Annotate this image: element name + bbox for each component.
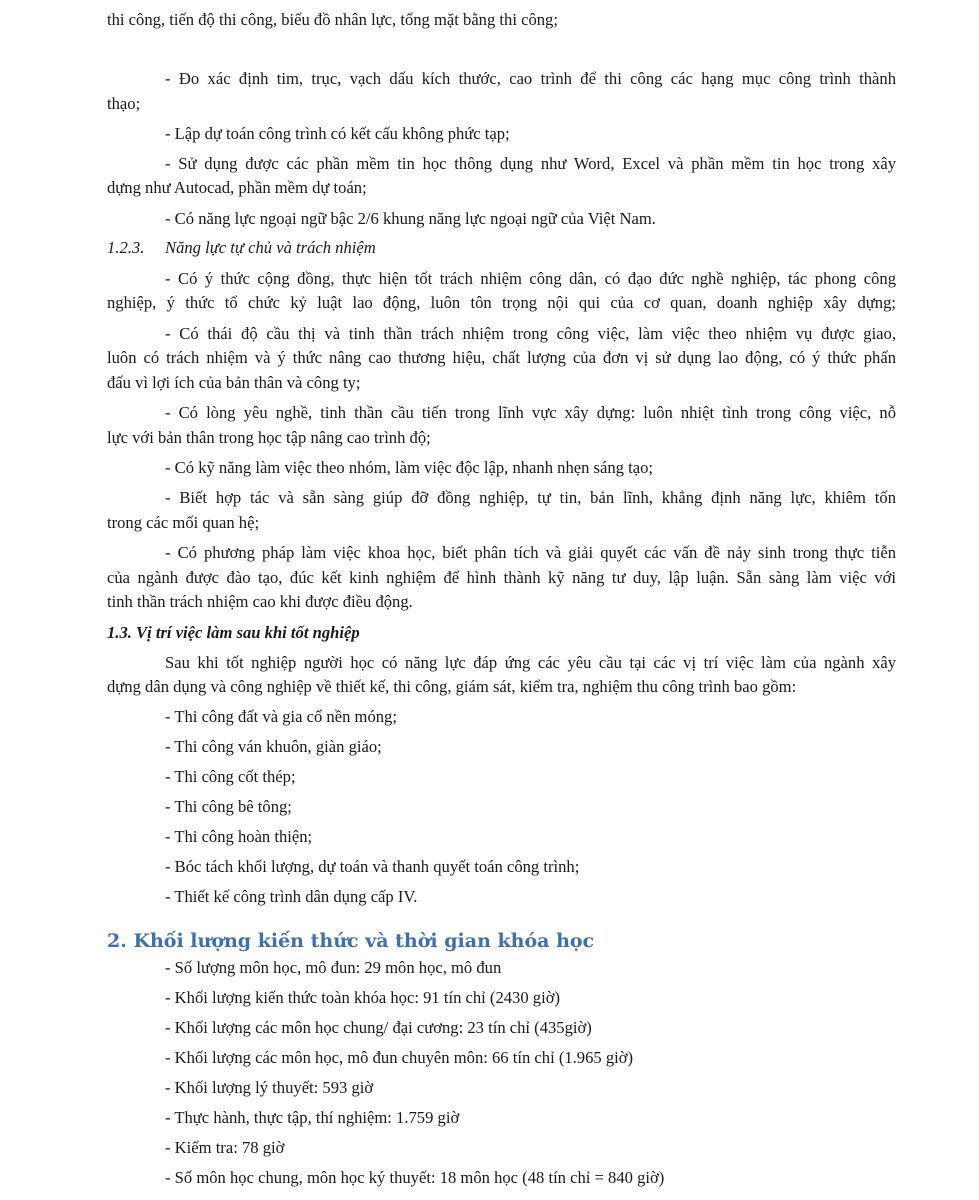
skill-paragraph-1-line-2: thạo; — [107, 94, 141, 113]
section-1-3-heading: 1.3. Vị trí việc làm sau khi tốt nghiệp — [107, 623, 360, 642]
responsibility-paragraph-6-line-3: tinh thần trách nhiệm cao khi được điều động. — [107, 592, 413, 611]
responsibility-paragraph-3-line-2: lực với bản thân trong học tập nâng cao trình độ; — [107, 428, 431, 447]
responsibility-paragraph-5-line-2: trong các mối quan hệ; — [107, 513, 260, 532]
job-list-item: - Bóc tách khối lượng, dự toán và thanh quyết toán công trình; — [165, 857, 580, 876]
workload-list-item: - Khối lượng các môn học chung/ đại cương: 23 tín chỉ (435giờ) — [165, 1018, 592, 1037]
section-1-2-3-heading — [107, 236, 896, 260]
workload-list-item: - Khối lượng lý thuyết: 593 giờ — [165, 1078, 374, 1097]
job-intro-line-1: Sau khi tốt nghiệp người học có năng lực đáp ứng các yêu cầu tại các vị trí việc làm của ngành xây — [165, 653, 896, 672]
responsibility-paragraph-1-line-1: - Có ý thức cộng đồng, thực hiện tốt trách nhiệm công dân, có đạo đức nghề nghiệp, tác phong công — [165, 269, 896, 288]
job-list-item: - Thi công bê tông; — [165, 797, 292, 816]
skill-paragraph-3-line-2: dựng như Autocad, phần mềm dự toán; — [107, 178, 367, 197]
intro-line: thi công, tiến độ thi công, biểu đồ nhân lực, tổng mặt bằng thi công; — [107, 10, 558, 29]
workload-list-item: - Thực hành, thực tập, thí nghiệm: 1.759 giờ — [165, 1108, 460, 1127]
responsibility-paragraph-4: - Có kỹ năng làm việc theo nhóm, làm việc độc lập, nhanh nhẹn sáng tạo; — [165, 458, 654, 477]
responsibility-paragraph-2-line-2: luôn có trách nhiệm và ý thức nâng cao thương hiệu, chất lượng của đơn vị sử dụng lao động, có ý thức phấn — [107, 348, 896, 367]
skill-paragraph-4: - Có năng lực ngoại ngữ bậc 2/6 khung năng lực ngoại ngữ của Việt Nam. — [165, 209, 656, 228]
responsibility-paragraph-6-line-2: của ngành được đào tạo, đúc kết kinh nghiệm để hình thành kỹ năng tư duy, lập luận. Sẵn sàng làm việc với — [107, 568, 896, 587]
responsibility-paragraph-3-line-1: - Có lòng yêu nghề, tinh thần cầu tiến trong lĩnh vực xây dựng: luôn nhiệt tình trong công việc, nỗ — [165, 403, 896, 422]
workload-list-item: - Số môn học chung, môn học ký thuyết: 18 môn học (48 tín chỉ = 840 giờ) — [165, 1168, 665, 1187]
workload-list-item: - Số lượng môn học, mô đun: 29 môn học, mô đun — [165, 958, 502, 977]
responsibility-paragraph-5-line-1: - Biết hợp tác và sẵn sàng giúp đỡ đồng nghiệp, tự tin, bản lĩnh, khẳng định năng lực, khiêm tốn — [165, 488, 896, 507]
workload-list-item: - Kiểm tra: 78 giờ — [165, 1138, 285, 1157]
job-list-item: - Thi công cốt thép; — [165, 767, 296, 786]
job-list-item: - Thi công ván khuôn, giàn giáo; — [165, 737, 382, 756]
workload-list-item: - Khối lượng các môn học, mô đun chuyên môn: 66 tín chỉ (1.965 giờ) — [165, 1048, 634, 1067]
responsibility-paragraph-1-line-2: nghiệp, ý thức tổ chức kỷ luật lao động, luôn tôn trọng nội qui của cơ quan, doanh nghiệp xây dựng; — [107, 293, 896, 312]
job-list-item: - Thi công đất và gia cố nền móng; — [165, 707, 397, 726]
responsibility-paragraph-6-line-1: - Có phương pháp làm việc khoa học, biết phân tích và giải quyết các vấn đề nảy sinh trong thực tiễn — [165, 543, 896, 562]
section-2-heading: 2. Khối lượng kiến thức và thời gian khóa học — [107, 930, 595, 952]
job-intro-line-2: dựng dân dụng và công nghiệp về thiết kế, thi công, giám sát, kiểm tra, nghiệm thu công trình bao gồm: — [107, 677, 797, 696]
skill-paragraph-3-line-1: - Sử dụng được các phần mềm tin học thông dụng như Word, Excel và phần mềm tin học trong xây — [165, 154, 896, 173]
responsibility-paragraph-2-line-3: đấu vì lợi ích của bản thân và công ty; — [107, 373, 361, 392]
section-1-2-3-number: 1.2.3. — [107, 238, 145, 257]
job-list-item: - Thi công hoàn thiện; — [165, 827, 313, 846]
responsibility-paragraph-2-line-1: - Có thái độ cầu thị và tinh thần trách nhiệm trong công việc, làm việc theo nhiệm vụ được giao, — [165, 324, 896, 343]
skill-paragraph-1-line-1: - Đo xác định tim, trục, vạch dấu kích thước, cao trình để thi công các hạng mục công trình thành — [165, 69, 896, 88]
skill-paragraph-2: - Lập dự toán công trình có kết cấu không phức tạp; — [165, 124, 510, 143]
job-list-item: - Thiết kế công trình dân dụng cấp IV. — [165, 887, 418, 906]
section-1-2-3-title: Năng lực tự chủ và trách nhiệm — [165, 238, 376, 257]
workload-list-item: - Khối lượng kiến thức toàn khóa học: 91 tín chỉ (2430 giờ) — [165, 988, 561, 1007]
